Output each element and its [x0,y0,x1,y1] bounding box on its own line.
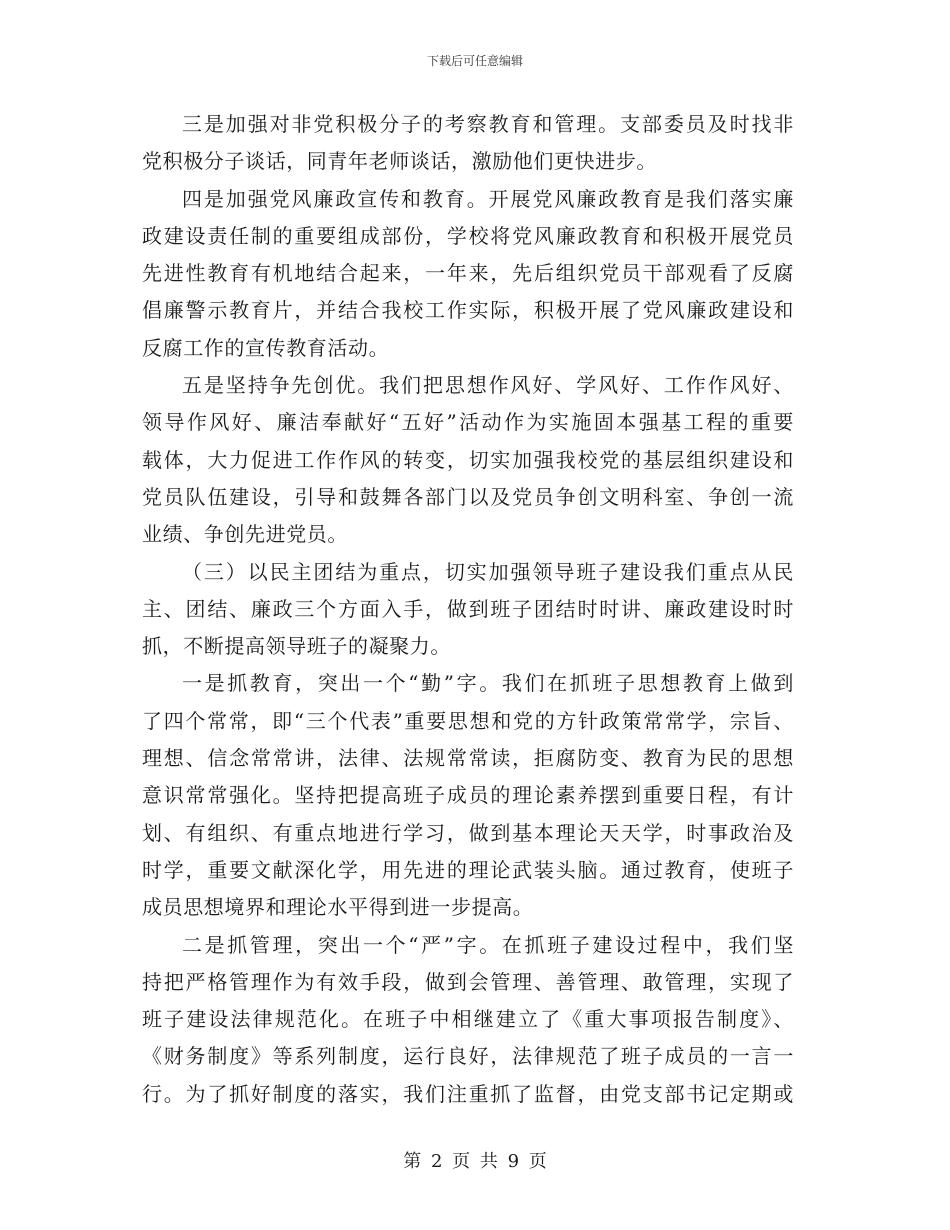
text-line: 业绩、争创先进党员。 [142,522,348,547]
text-line: 政建设责任制的重要组成部份，学校将党风廉政教育和积极开展党员 [142,223,794,248]
text-line: 二是抓管理，突出一个“严”字。在抓班子建设过程中，我们坚 [182,932,794,957]
text-line: 反腐工作的宣传教育活动。 [142,335,390,360]
text-line: 持把严格管理作为有效手段，做到会管理、善管理、敢管理，实现了 [142,969,794,994]
text-line: 抓，不断提高领导班子的凝聚力。 [142,634,451,659]
text-line: 三是加强对非党积极分子的考察教育和管理。支部委员及时找非 [182,112,794,136]
text-line: （三）以民主团结为重点，切实加强领导班子建设我们重点从民 [182,559,794,584]
text-line: 理想、信念常常讲，法律、法规常常读，拒腐防变、教育为民的思想 [142,746,794,771]
text-line: 了四个常常，即“三个代表”重要思想和党的方针政策常常学，宗旨、 [142,708,794,733]
text-line: 先进性教育有机地结合起来，一年来，先后组织党员干部观看了反腐 [142,261,794,286]
text-line: 时学，重要文献深化学，用先进的理论武装头脑。通过教育，使班子 [142,857,794,882]
text-line: 倡廉警示教育片，并结合我校工作实际，积极开展了党风廉政建设和 [142,298,794,323]
text-line: 载体，大力促进工作作风的转变，切实加强我校党的基层组织建设和 [142,447,794,472]
text-line: 五是坚持争先创优。我们把思想作风好、学风好、工作作风好、 [182,373,794,398]
text-line: 意识常常强化。坚持把提高班子成员的理论素养摆到重要日程，有计 [142,783,794,808]
text-line: 党积极分子谈话，同青年老师谈话，激励他们更快进步。 [142,149,657,174]
text-line: 主、团结、廉政三个方面入手，做到班子团结时时讲、廉政建设时时 [142,596,794,621]
page-header: 下载后可任意编辑 [426,54,523,68]
text-line: 党员队伍建设，引导和鼓舞各部门以及党员争创文明科室、争创一流 [142,484,794,509]
text-line: 班子建设法律规范化。在班子中相继建立了《重大事项报告制度》、 [142,1007,794,1032]
document-body [142,106,794,1113]
text-line: 行。为了抓好制度的落实，我们注重抓了监督，由党支部书记定期或 [142,1081,794,1106]
text-line: 成员思想境界和理论水平得到进一步提高。 [142,895,534,920]
text-line: 《财务制度》等系列制度，运行良好，法律规范了班子成员的一言一 [142,1044,794,1069]
text-line: 四是加强党风廉政宣传和教育。开展党风廉政教育是我们落实廉 [182,186,794,211]
text-line: 领导作风好、廉洁奉献好“五好”活动作为实施固本强基工程的重要 [142,410,794,435]
text-line: 一是抓教育，突出一个“勤”字。我们在抓班子思想教育上做到 [182,671,794,696]
page-number-footer: 第 2 页 共 9 页 [403,1151,547,1172]
text-line: 划、有组织、有重点地进行学习，做到基本理论天天学，时事政治及 [142,820,794,845]
